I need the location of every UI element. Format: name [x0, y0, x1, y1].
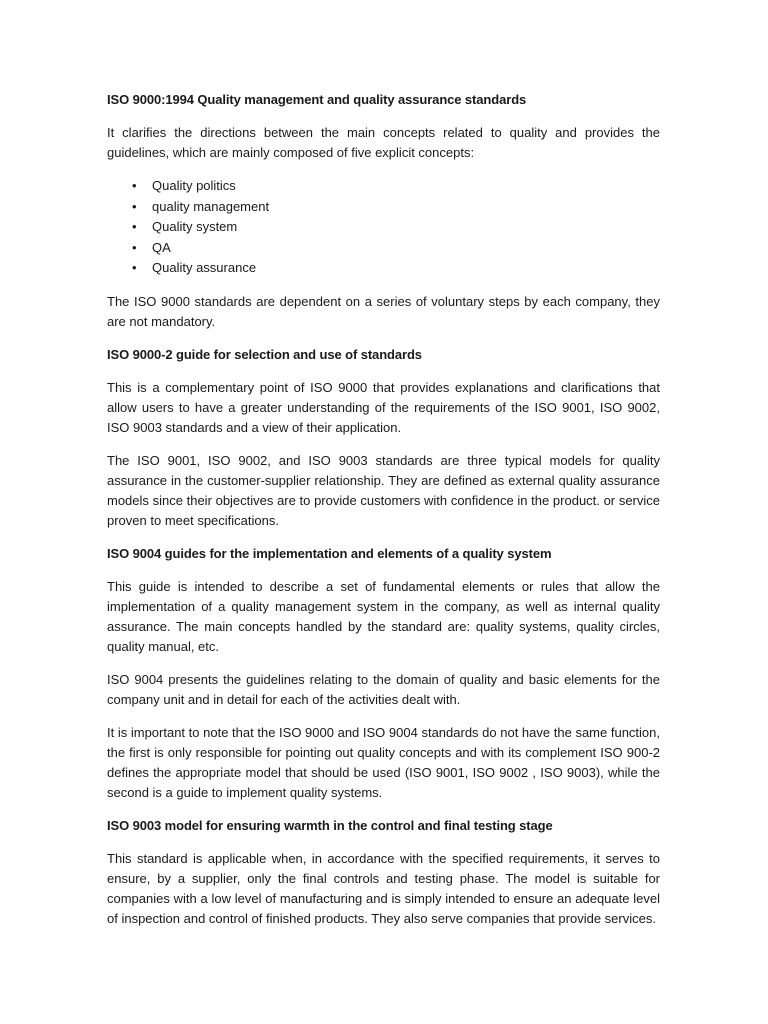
section-iso-9003	[107, 816, 660, 929]
paragraph: This is a complementary point of ISO 9000 that provides explanations and clarifications that allow users to have a greater understanding of the requirements of the ISO 9001, ISO 9002, ISO 9003 standards and a view of their application.	[107, 379, 660, 435]
section-iso-9000	[107, 90, 660, 332]
section-heading: ISO 9000:1994 Quality management and quality assurance standards	[107, 92, 527, 107]
section-heading: ISO 9003 model for ensuring warmth in the control and final testing stage	[107, 817, 553, 833]
section-iso-9004	[107, 544, 660, 803]
list-item: • Quality assurance	[152, 258, 660, 279]
concept-list	[107, 176, 660, 279]
document-page	[107, 90, 660, 942]
section-intro: It clarifies the directions between the main concepts related to quality and provides the guidelines, which are mainly composed of five explicit concepts:	[107, 125, 660, 160]
list-item: • quality management	[152, 197, 660, 218]
list-item: • Quality politics	[152, 176, 660, 197]
paragraph: This guide is intended to describe a set of fundamental elements or rules that allow the implementation of a quality management system in the company, as well as internal quality assurance. The main concepts handled by the standard are: quality systems, quality circles, quality manual, etc.	[107, 578, 660, 654]
section-iso-9000-2	[107, 345, 660, 531]
section-heading: ISO 9004 guides for the implementation and elements of a quality system	[107, 545, 552, 561]
section-heading: ISO 9000-2 guide for selection and use of standards	[107, 346, 422, 362]
paragraph: ISO 9004 presents the guidelines relating to the domain of quality and basic elements for the company unit and in detail for each of the activities dealt with.	[107, 671, 660, 707]
paragraph: This standard is applicable when, in accordance with the specified requirements, it serves to ensure, by a supplier, only the final controls and testing phase. The model is suitable for companies with a low level of manufacturing and is simply intended to ensure an adequate level of inspection and control of finished products. They also serve companies that provide services.	[107, 850, 660, 926]
list-item: • QA	[152, 238, 660, 259]
paragraph: The ISO 9001, ISO 9002, and ISO 9003 standards are three typical models for quality assurance in the customer-supplier relationship. They are defined as external quality assurance models since their objectives are to provide customers with confidence in the product. or service proven to meet specifications.	[107, 452, 660, 528]
paragraph: The ISO 9000 standards are dependent on a series of voluntary steps by each company, they are not mandatory.	[107, 293, 660, 329]
paragraph: It is important to note that the ISO 9000 and ISO 9004 standards do not have the same function, the first is only responsible for pointing out quality concepts and with its complement ISO 900-2 defines the appropriate model that should be used (ISO 9001, ISO 9002 , ISO 9003), while the second is a guide to implement quality systems.	[107, 724, 660, 800]
list-item: • Quality system	[152, 217, 660, 238]
